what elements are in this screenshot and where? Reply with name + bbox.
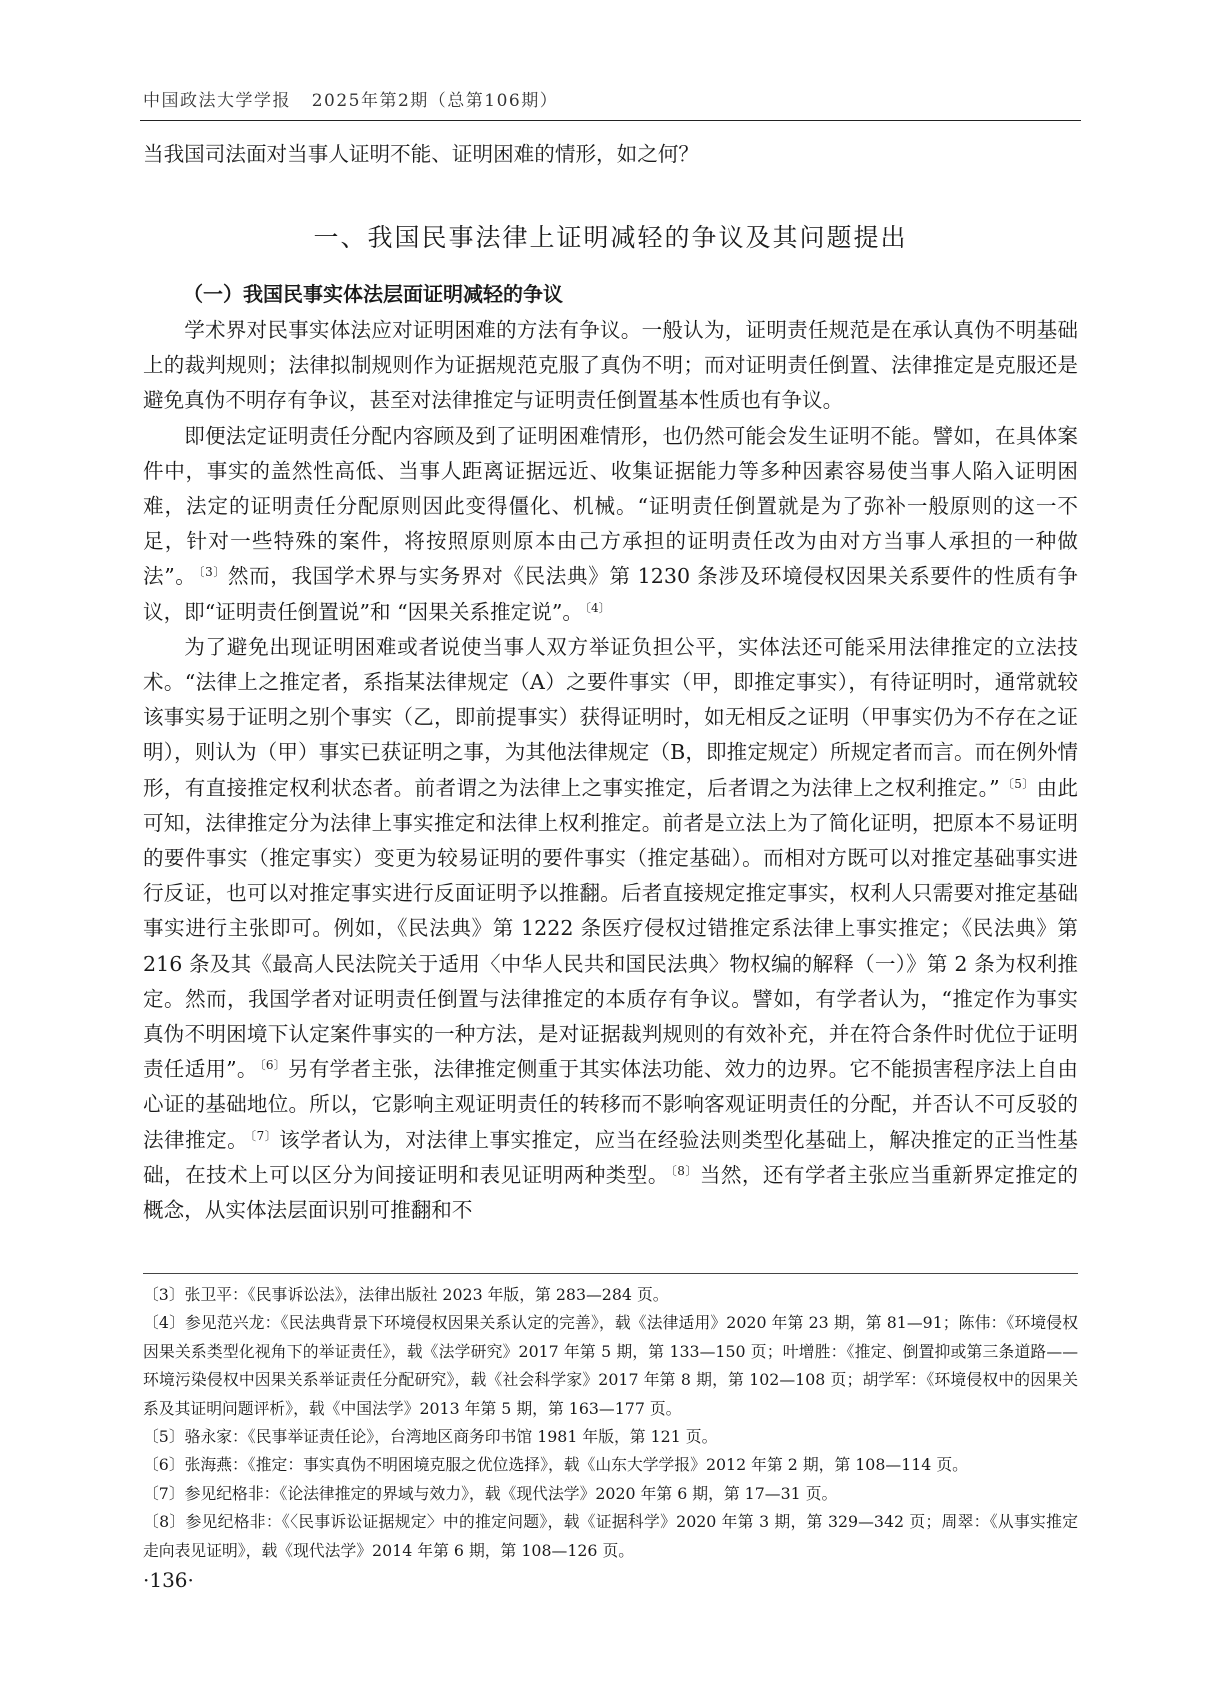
paragraph-3-part-c: 另有学者主张，法律推定侧重于其实体法功能、效力的边界。它不能损害程序法上自由心证的基础地位。所以，它影响主观证明责任的转移而不影响客观证明责任的分配，并否认不可反驳的法律推定。 — [143, 1057, 1079, 1152]
paragraph-3-part-b: 由此可知，法律推定分为法律上事实推定和法律上权利推定。前者是立法上为了简化证明，把原本不易证明的要件事实（推定事实）变更为较易证明的要件事实（推定基础）。而相对方既可以对推定基础事实进行反证，也可以对推定事实进行反面证明予以推翻。后者直接规定推定事实，权利人只需要对推定基础事实进行主张即可。例如，《民法典》第 1222 条医疗侵权过错推定系法律上事实推定；《民法典》第 216 条及其《最高人民法院关于适用〈中华人民共和国民法典〉物权编的解释（一）》第 2 条为权利推定。然而，我国学者对证明责任倒置与法律推定的本质存有争议。譬如，有学者认为，“推定作为事实真伪不明困境下认定案件事实的一种方法，是对证据裁判规则的有效补充，并在符合条件时优位于证明责任适用”。 — [143, 775, 1078, 1082]
paragraph-1: 学术界对民事实体法应对证明困难的方法有争议。一般认为，证明责任规范是在承认真伪不明基础上的裁判规则；法律拟制规则作为证据规范克服了真伪不明；而对证明责任倒置、法律推定是克服还是避免真伪不明存有争议，甚至对法律推定与证明责任倒置基本性质也有争议。 — [143, 318, 1078, 413]
footnote-8: 〔8〕参见纪格非：《〈民事诉讼证据规定〉中的推定问题》，载《证据科学》2020 年第 3 期，第 329—342 页；周翠：《从事实推定走向表见证明》，载《现代法学》2014 年第 6 期，第 108—126 页。 — [143, 1512, 1078, 1560]
paragraph-3-part-e: 当然，还有学者主张应当重新界定推定的概念，从实体法层面识别可推翻和不 — [143, 1162, 1079, 1223]
footnote-6: 〔6〕张海燕：《推定：事实真伪不明困境克服之优位选择》，载《山东大学学报》2012 年第 2 期，第 108—114 页。 — [143, 1455, 968, 1475]
footnote-ref-8[interactable]: 〔8〕 — [670, 1163, 698, 1178]
issue-info: 2025年第2期（总第106期） — [311, 91, 559, 111]
paragraph-2 — [143, 419, 1078, 630]
subsection-title: （一）我国民事实体法层面证明减轻的争议 — [183, 282, 563, 306]
footnote-3: 〔3〕张卫平：《民事诉讼法》，法律出版社 2023 年版，第 283—284 页。 — [143, 1285, 669, 1304]
footnote-ref-6[interactable]: 〔6〕 — [259, 1058, 286, 1073]
footnote-5: 〔5〕骆永家：《民事举证责任论》，台湾地区商务印书馆 1981 年版，第 121 页。 — [143, 1427, 718, 1447]
footnote-ref-5[interactable]: 〔5〕 — [1001, 776, 1035, 791]
footnote-7: 〔7〕参见纪格非：《论法律推定的界域与效力》，载《现代法学》2020 年第 6 期，第 17—31 页。 — [143, 1483, 838, 1503]
intro-line: 当我国司法面对当事人证明不能、证明困难的情形，如之何？ — [143, 142, 700, 166]
intro-line-block — [143, 137, 1078, 172]
main-body — [143, 313, 1078, 1228]
footnote-ref-7[interactable]: 〔7〕 — [250, 1128, 278, 1143]
footnotes — [143, 1281, 1078, 1565]
section-title: 一、我国民事法律上证明减轻的争议及其问题提出 — [313, 223, 908, 252]
paragraph-2-part-b: 然而，我国学术界与实务界对《民法典》第 1230 条涉及环境侵权因果关系要件的性质有争议，即“证明责任倒置说”和 “因果关系推定说”。 — [143, 564, 1078, 624]
paragraph-3 — [143, 630, 1078, 1228]
journal-name: 中国政法大学学报 — [143, 91, 291, 111]
paragraph-3-part-d: 该学者认为，对法律上事实推定，应当在经验法则类型化基础上，解决推定的正当性基础，在技术上可以区分为间接证明和表见证明两种类型。 — [143, 1127, 1079, 1187]
paragraph-3-part-a: 为了避免出现证明困难或者说使当事人双方举证负担公平，实体法还可能采用法律推定的立法技术。“法律上之推定者，系指某法律规定（A）之要件事实（甲，即推定事实），有待证明时，通常就较该事实易于证明之别个事实（乙，即前提事实）获得证明时，如无相反之证明（甲事实仍为不存在之证明），则认为（甲）事实已获证明之事，为其他法律规定（B，即推定规定）所规定者而言。而在例外情形，有直接推定权利状态者。前者谓之为法律上之事实推定，后者谓之为法律上之权利推定。” — [143, 634, 1078, 800]
footnote-ref-4[interactable]: 〔4〕 — [584, 600, 611, 615]
footnote-4: 〔4〕参见范兴龙：《民法典背景下环境侵权因果关系认定的完善》，载《法律适用》2020 年第 23 期，第 81—91；陈伟：《环境侵权因果关系类型化视角下的举证责任》，载《法学研究》2017 年第 5 期，第 133—150 页；叶增胜：《推定、倒置抑或第三条道路——环境污染侵权中因果关系举证责任分配研究》，载《社会科学家》2017 年第 8 期，第 102—108 页；胡学军：《环境侵权中的因果关系及其证明问题评析》，载《中国法学》2013 年第 5 期，第 163—177 页。 — [143, 1313, 1078, 1418]
paragraph-2-part-a: 即便法定证明责任分配内容顾及到了证明困难情形，也仍然可能会发生证明不能。譬如，在具体案件中，事实的盖然性高低、当事人距离证据远近、收集证据能力等多种因素容易使当事人陷入证明困难，法定的证明责任分配原则因此变得僵化、机械。“证明责任倒置就是为了弥补一般原则的这一不足，针对一些特殊的案件，将按照原则原本由己方承担的证明责任改为由对方当事人承担的一种做法”。 — [143, 423, 1078, 589]
footnote-ref-3[interactable]: 〔3〕 — [198, 565, 226, 580]
footnote-rule — [143, 1273, 1078, 1274]
running-header — [143, 86, 1078, 111]
header-rule — [140, 120, 1081, 121]
page-number: ·136· — [143, 1568, 194, 1592]
